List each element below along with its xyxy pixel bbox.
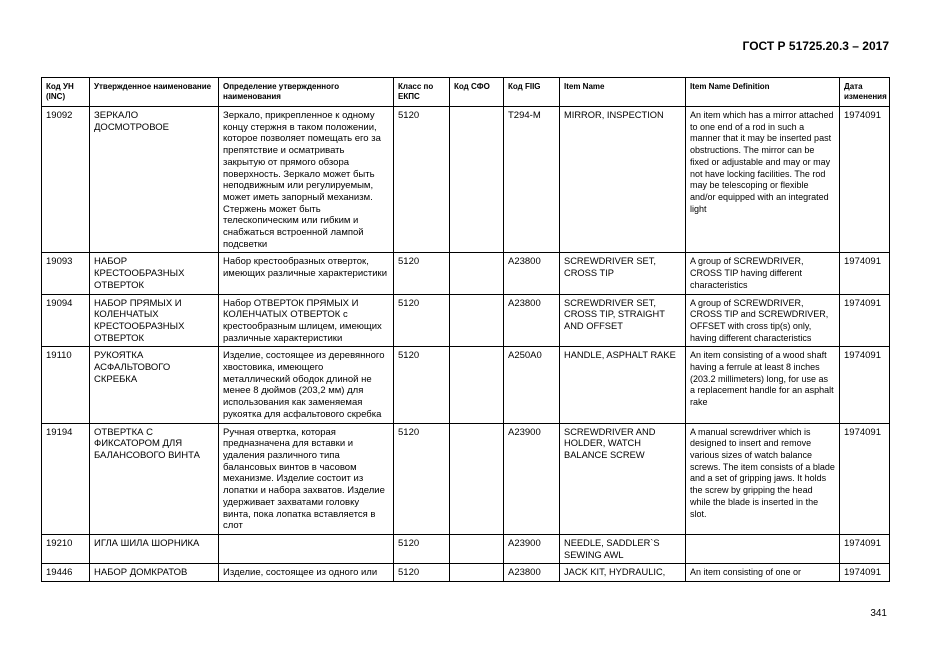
column-header: Утвержденное наименование: [90, 78, 219, 107]
table-header-row: [42, 78, 890, 107]
table-cell: 19194: [42, 423, 90, 534]
table-cell: РУКОЯТКА АСФАЛЬТОВОГО СКРЕБКА: [90, 347, 219, 423]
table-cell: Ручная отвертка, которая предназначена для вставки и удаления различного типа балансовых винтов в часовом механизме. Изделие состоит из лопатки и набора захватов. Изделие удерживает захватами головку винта, пока лопатка вставляется в слот: [219, 423, 394, 534]
column-header: Определение утвержденного наименования: [219, 78, 394, 107]
table-cell: [450, 253, 504, 294]
table-cell: [686, 534, 840, 563]
column-header: Код УН (INC): [42, 78, 90, 107]
table-cell: НАБОР ПРЯМЫХ И КОЛЕНЧАТЫХ КРЕСТООБРАЗНЫХ ОТВЕРТОК: [90, 294, 219, 347]
table-cell: A23900: [504, 423, 560, 534]
table-cell: A23800: [504, 564, 560, 582]
table-cell: 19210: [42, 534, 90, 563]
table-cell: Изделие, состоящее из одного или: [219, 564, 394, 582]
document-header: ГОСТ Р 51725.20.3 – 2017: [742, 39, 889, 53]
table-cell: A23800: [504, 253, 560, 294]
table-cell: SCREWDRIVER SET, CROSS TIP: [560, 253, 686, 294]
page-number: 341: [870, 608, 887, 619]
table-cell: T294-M: [504, 107, 560, 253]
table-cell: ОТВЕРТКА С ФИКСАТОРОМ ДЛЯ БАЛАНСОВОГО ВИНТА: [90, 423, 219, 534]
table-cell: 5120: [394, 423, 450, 534]
table-cell: A group of SCREWDRIVER, CROSS TIP having different characteristics: [686, 253, 840, 294]
table-row: [42, 423, 890, 534]
table-row: [42, 534, 890, 563]
table-cell: A23800: [504, 294, 560, 347]
table-cell: НАБОР КРЕСТООБРАЗНЫХ ОТВЕРТОК: [90, 253, 219, 294]
table-cell: [450, 534, 504, 563]
table-cell: 1974091: [840, 534, 890, 563]
table-cell: 1974091: [840, 564, 890, 582]
table-cell: 1974091: [840, 423, 890, 534]
table-row: [42, 564, 890, 582]
table-cell: 5120: [394, 253, 450, 294]
table-cell: 1974091: [840, 294, 890, 347]
table-row: [42, 347, 890, 423]
table-cell: A group of SCREWDRIVER, CROSS TIP and SCREWDRIVER, OFFSET with cross tip(s) only, having different characteristics: [686, 294, 840, 347]
table-cell: [450, 107, 504, 253]
column-header: Код FIIG: [504, 78, 560, 107]
table-cell: ИГЛА ШИЛА ШОРНИКА: [90, 534, 219, 563]
column-header: Код СФО: [450, 78, 504, 107]
table-cell: JACK KIT, HYDRAULIC,: [560, 564, 686, 582]
column-header: Класс по ЕКПС: [394, 78, 450, 107]
table-cell: A250A0: [504, 347, 560, 423]
table-cell: 5120: [394, 294, 450, 347]
table-cell: [219, 534, 394, 563]
table-cell: SCREWDRIVER AND HOLDER, WATCH BALANCE SCREW: [560, 423, 686, 534]
codes-table: [41, 77, 890, 582]
table-cell: An item which has a mirror attached to one end of a rod in such a manner that it may be inserted past obstructions. The mirror can be fixed or adjustable and may or may not have locking facilities. The rod may be telescoping or flexible and/or equipped with an integrated light: [686, 107, 840, 253]
table-cell: Набор крестообразных отверток, имеющих различные характеристики: [219, 253, 394, 294]
table-cell: 5120: [394, 564, 450, 582]
table-cell: 19093: [42, 253, 90, 294]
table-cell: A manual screwdriver which is designed to insert and remove various sizes of watch balance screws. The item consists of a blade and a set of gripping jaws. It holds the screw by gripping the head while the blade is inserted in the slot.: [686, 423, 840, 534]
table-cell: 5120: [394, 534, 450, 563]
table-cell: Набор ОТВЕРТОК ПРЯМЫХ И КОЛЕНЧАТЫХ ОТВЕРТОК с крестообразным шлицем, имеющих различные характеристики: [219, 294, 394, 347]
table-cell: NEEDLE, SADDLER`S SEWING AWL: [560, 534, 686, 563]
table-cell: [450, 423, 504, 534]
table-row: [42, 253, 890, 294]
table-cell: НАБОР ДОМКРАТОВ: [90, 564, 219, 582]
table-cell: ЗЕРКАЛО ДОСМОТРОВОЕ: [90, 107, 219, 253]
table-cell: [450, 294, 504, 347]
table-cell: [450, 347, 504, 423]
table-cell: 19092: [42, 107, 90, 253]
table-cell: MIRROR, INSPECTION: [560, 107, 686, 253]
column-header: Дата изменения: [840, 78, 890, 107]
table-cell: 5120: [394, 107, 450, 253]
column-header: Item Name Definition: [686, 78, 840, 107]
table-cell: Изделие, состоящее из деревянного хвостовика, имеющего металлический ободок длиной не менее 8 дюймов (203,2 мм) для использования как заменяемая рукоятка для асфальтового скребка: [219, 347, 394, 423]
table-cell: 1974091: [840, 107, 890, 253]
table-cell: [450, 564, 504, 582]
table-cell: An item consisting of a wood shaft having a ferrule at least 8 inches (203.2 millimeters) long, for use as a replacement handle for an asphalt rake: [686, 347, 840, 423]
table-row: [42, 294, 890, 347]
table-cell: Зеркало, прикрепленное к одному концу стержня в таком положении, которое позволяет помещать его за препятствие и осматривать закрытую от прямого обзора поверхность. Зеркало может быть неподвижным или регулируемым, может иметь запорный механизм. Стержень может быть телескопическим или гибким и снабжаться встроенной лампой подсветки: [219, 107, 394, 253]
table-cell: A23900: [504, 534, 560, 563]
table-cell: HANDLE, ASPHALT RAKE: [560, 347, 686, 423]
column-header: Item Name: [560, 78, 686, 107]
table-cell: 1974091: [840, 253, 890, 294]
table-cell: SCREWDRIVER SET, CROSS TIP, STRAIGHT AND OFFSET: [560, 294, 686, 347]
table-cell: 5120: [394, 347, 450, 423]
table-cell: An item consisting of one or: [686, 564, 840, 582]
table-cell: 19094: [42, 294, 90, 347]
table-cell: 19446: [42, 564, 90, 582]
table-cell: 1974091: [840, 347, 890, 423]
table-cell: 19110: [42, 347, 90, 423]
table-row: [42, 107, 890, 253]
